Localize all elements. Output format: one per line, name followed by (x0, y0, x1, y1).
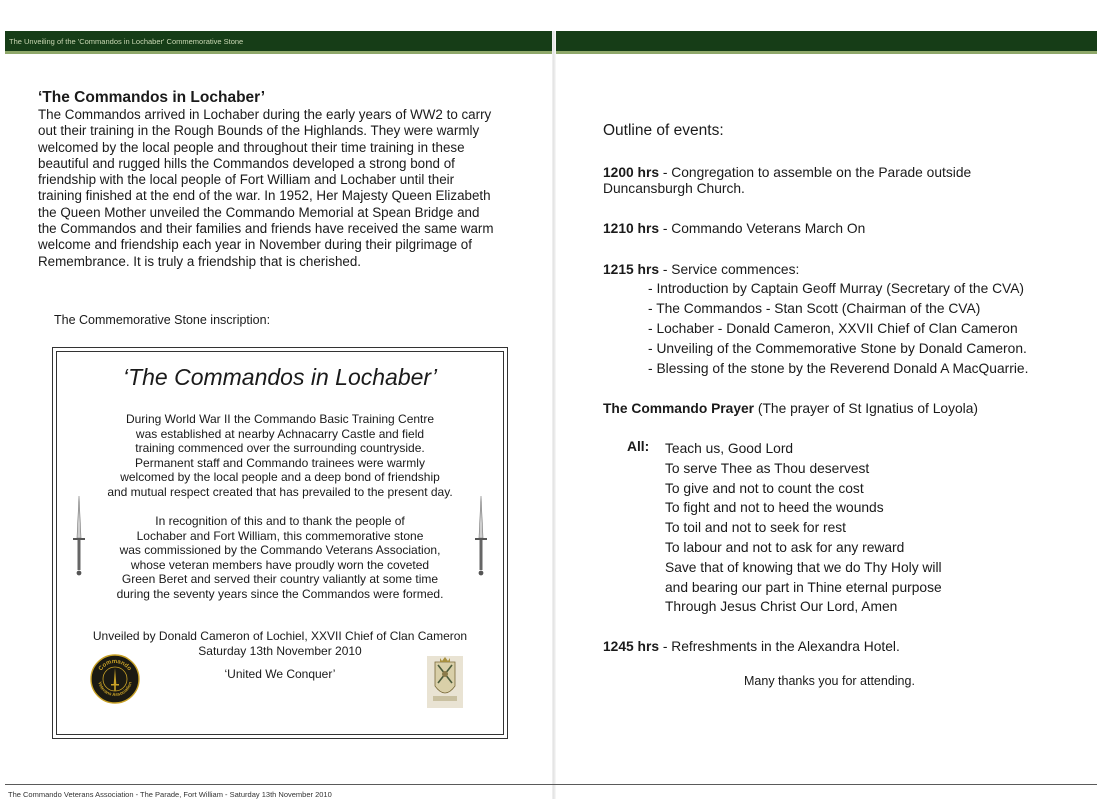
intro-line: training finished at the end of the war. In 1952, Her Majesty Queen Elizabeth (38, 188, 491, 204)
stone-line: In recognition of this and to thank the people of (155, 514, 405, 528)
prayer-line: To serve Thee as Thou deservest (665, 460, 870, 476)
stone-line: Permanent staff and Commando trainees were warmly (135, 455, 425, 470)
svg-text:Commando: Commando (97, 658, 133, 673)
stone-title: ‘The Commandos in Lochaber’ (122, 364, 438, 390)
footer-text: The Commando Veterans Association - The Parade, Fort William - Saturday 13th November 2010 (8, 790, 332, 799)
intro-paragraph (38, 107, 527, 270)
stone-line: Green Beret and served their country valiantly at some time (121, 572, 439, 587)
list-item: - Unveiling of the Commemorative Stone by Donald Cameron. (648, 339, 1028, 359)
stone-line: training commenced over the surrounding countryside. (135, 441, 425, 456)
prayer-line: Teach us, Good Lord (665, 441, 794, 456)
prayer-subtitle: (The prayer of St Ignatius of Loyola) (754, 401, 978, 416)
svg-text:Veterans Association: Veterans Association (97, 681, 133, 698)
stone-inner-frame (56, 351, 504, 735)
prayer-all-label: All: (627, 439, 650, 454)
stone-line: during the seventy years since the Commandos were formed. (116, 586, 444, 601)
intro-line: The Commandos arrived in Lochaber during the early years of WW2 to carry (38, 107, 492, 122)
list-item: - The Commandos - Stan Scott (Chairman of the CVA) (648, 299, 1028, 319)
header-bar (5, 31, 1097, 54)
event-1210 (603, 220, 865, 237)
outline-heading: Outline of events: (603, 122, 724, 139)
prayer-line: and bearing our part in Thine eternal purpose (665, 579, 942, 595)
left-page-content (38, 88, 527, 270)
stone-paragraph-2 (87, 514, 473, 602)
stone-paragraph-3 (87, 629, 473, 658)
cva-badge-icon (90, 654, 140, 704)
commando-dagger-icon (474, 494, 488, 586)
intro-line: beautiful and rugged hills the Commandos developed a strong bond of (38, 155, 455, 171)
event-text: - Congregation to assemble on the Parade outside (659, 165, 972, 180)
inscription-label: The Commemorative Stone inscription: (54, 313, 271, 327)
prayer-line: To toil and not to seek for rest (665, 520, 846, 536)
service-items-list (648, 279, 1028, 379)
list-item: - Lochaber - Donald Cameron, XXVII Chief of Clan Cameron (648, 319, 1028, 339)
commando-dagger-icon (72, 494, 86, 586)
stone-line: was commissioned by the Commando Veterans Association, (119, 543, 441, 558)
intro-line: the Commandos and their families and friends have received the same warm (38, 221, 494, 237)
stone-paragraph-1 (87, 412, 473, 500)
event-time: 1245 hrs (603, 639, 659, 654)
event-time: 1215 hrs (603, 262, 659, 277)
event-time: 1210 hrs (603, 221, 659, 236)
prayer-line: To give and not to count the cost (665, 480, 864, 496)
footer-rule (5, 784, 1097, 785)
stone-line: Unveiled by Donald Cameron of Lochiel, XXVII Chief of Clan Cameron (92, 629, 468, 643)
stone-line: Saturday 13th November 2010 (198, 643, 362, 658)
page-fold (552, 31, 556, 799)
prayer-line: Save that of knowing that we do Thy Holy will (665, 559, 942, 575)
intro-line: friendship with the local people of Fort William and Lochaber until their (38, 172, 455, 188)
intro-line: the Queen Mother unveiled the Commando Memorial at Spean Bridge and (38, 204, 480, 220)
clan-crest-icon (427, 656, 463, 708)
intro-line: Remembrance. It is truly a friendship that is cherished. (38, 253, 362, 269)
stone-inscription-box (52, 347, 508, 739)
event-text: - Refreshments in the Alexandra Hotel. (659, 639, 900, 654)
prayer-title: The Commando Prayer (603, 401, 755, 416)
thanks-note: Many thanks you for attending. (744, 674, 915, 688)
event-1200-cont: Duncansburgh Church. (603, 181, 745, 196)
event-time: 1200 hrs (603, 165, 659, 180)
stone-line: whose veteran members have proudly worn the coveted (130, 557, 430, 572)
event-1200 (603, 164, 971, 181)
event-text: - Commando Veterans March On (659, 221, 866, 236)
prayer-line: To labour and not to ask for any reward (665, 539, 905, 555)
stone-line: Lochaber and Fort William, this commemorative stone (136, 528, 424, 543)
prayer-line: Through Jesus Christ Our Lord, Amen (665, 599, 898, 615)
list-item: - Introduction by Captain Geoff Murray (Secretary of the CVA) (648, 279, 1028, 299)
stone-line: and mutual respect created that has prevailed to the present day. (107, 484, 453, 499)
event-text: - Service commences: (659, 262, 800, 277)
prayer-line: To fight and not to heed the wounds (665, 500, 884, 516)
left-heading: ‘The Commandos in Lochaber’ (38, 89, 266, 106)
stone-line: was established at nearby Achnacarry Castle and field (135, 426, 425, 441)
stone-motto: ‘United We Conquer’ (224, 667, 336, 681)
stone-line: welcomed by the local people and a deep bond of friendship (120, 470, 440, 485)
stone-line: During World War II the Commando Basic Training Centre (125, 412, 435, 426)
event-1215 (603, 261, 799, 278)
list-item: - Blessing of the stone by the Reverend Donald A MacQuarrie. (648, 359, 1028, 379)
intro-line: welcomed by the local people and throughout their time training in these (38, 139, 465, 155)
intro-line: welcome and friendship each year in November during their pilgrimage of (38, 237, 472, 253)
event-1245 (603, 638, 900, 655)
intro-line: out their training in the Rough Bounds of the Highlands. They were warmly (38, 123, 480, 139)
header-title: The Unveiling of the 'Commandos in Lochaber' Commemorative Stone (9, 37, 244, 46)
prayer-text (627, 439, 942, 617)
prayer-heading (603, 400, 978, 417)
